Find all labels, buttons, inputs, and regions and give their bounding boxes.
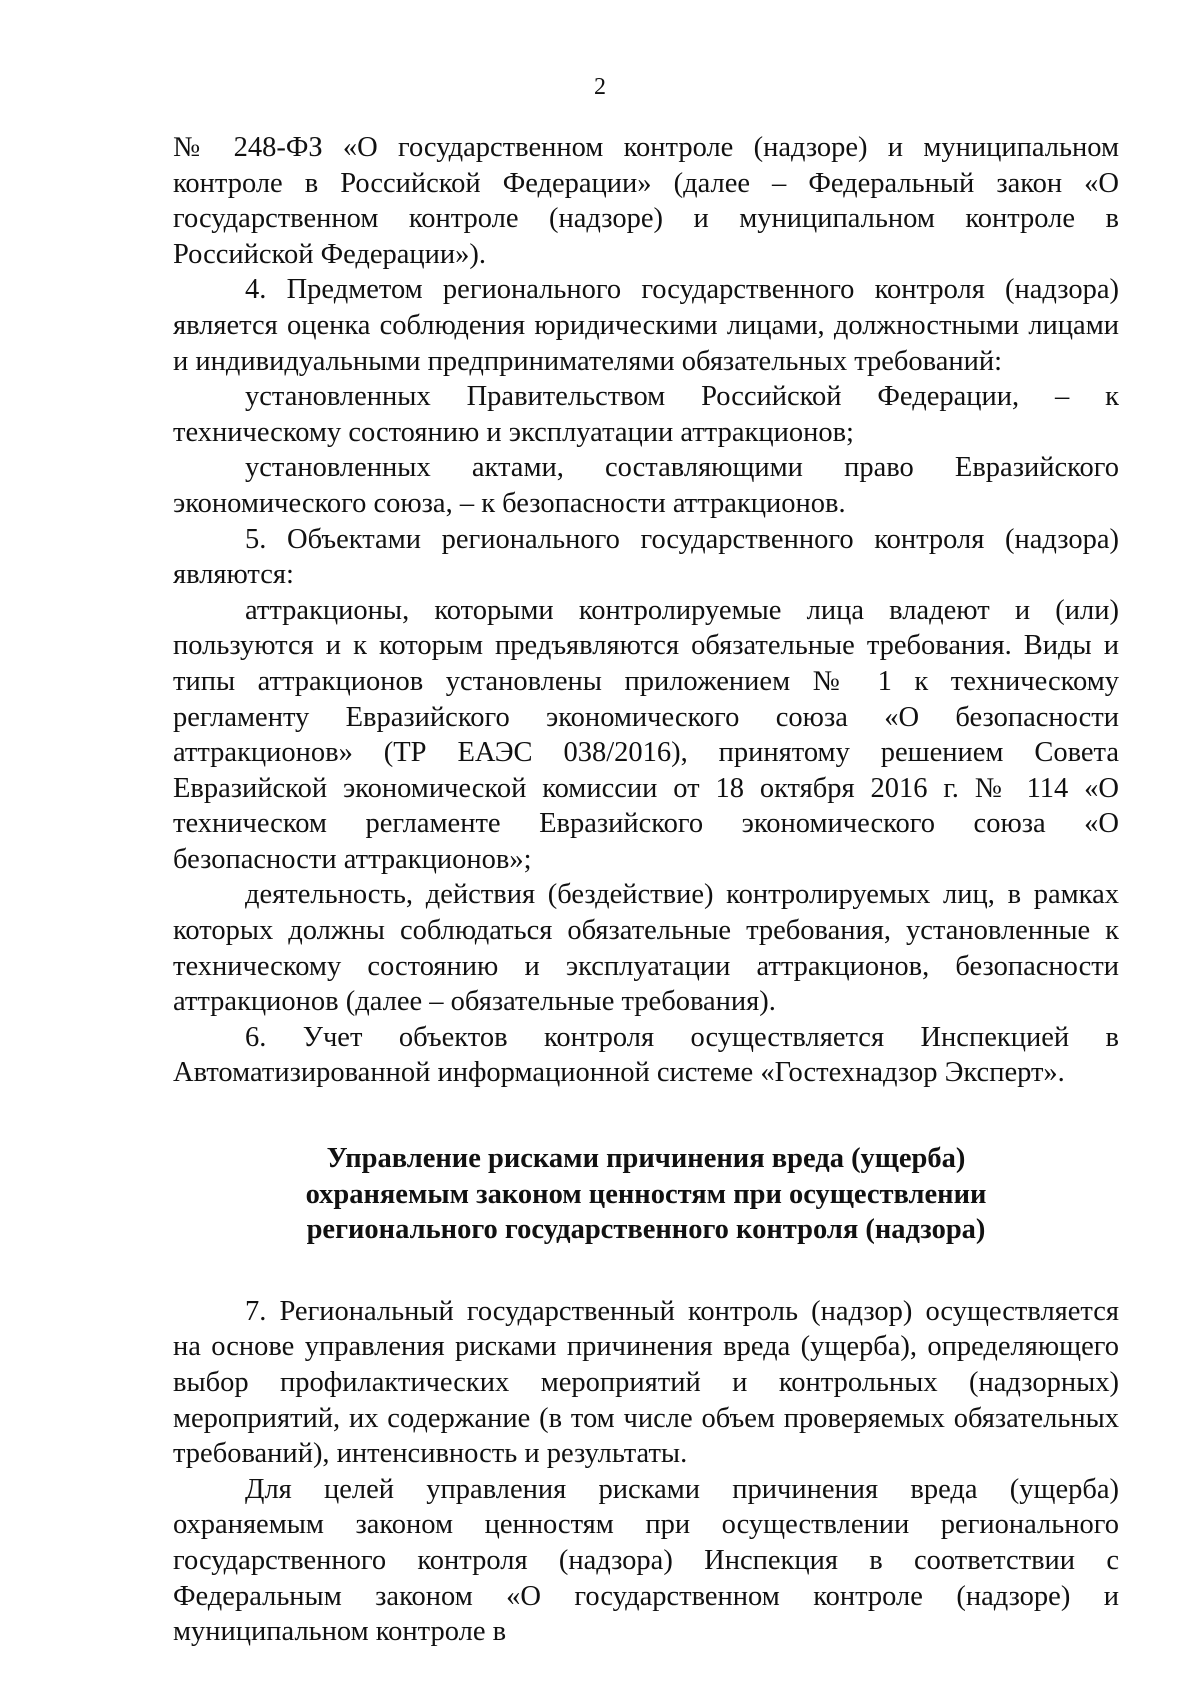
- paragraph-item-5-subitem-2: деятельность, действия (бездействие) контролируемых лиц, в рамках которых должны соблюдаться обязательные требования, установленные к техническому состоянию и эксплуатации аттракционов, безопасности аттракционов (далее – обязательные требования).: [173, 879, 1119, 1018]
- paragraph-item-4-subitem-2: установленных актами, составляющими право Евразийского экономического союза, – к безопасности аттракционов.: [173, 452, 1119, 519]
- paragraph-item-4-subitem-1: установленных Правительством Российской Федерации, – к техническому состоянию и эксплуатации аттракционов;: [173, 381, 1119, 448]
- document-body: [173, 130, 1119, 1650]
- paragraph-item-5-subitem-1: аттракционы, которыми контролируемые лица владеют и (или) пользуются и к которым предъявляются обязательные требования. Виды и типы аттракционов установлены приложением № 1 к техническому регламенту Евразийского экономического союза «О безопасности аттракционов» (ТР ЕАЭС 038/2016), принятому решением Совета Евразийской экономической комиссии от 18 октября 2016 г. № 114 «О техническом регламенте Евразийского экономического союза «О безопасности аттракционов»;: [173, 594, 1119, 875]
- paragraph-law-reference: № 248-ФЗ «О государственном контроле (надзоре) и муниципальном контроле в Российской Федерации» (далее – Федеральный закон «О государственном контроле (надзоре) и муниципальном контроле в Российской Федерации»).: [173, 132, 1119, 270]
- page-number: 2: [594, 74, 606, 100]
- section-heading-line: регионального государственного контроля (надзора): [306, 1214, 986, 1246]
- section-heading-line: Управление рисками причинения вреда (ущерба): [326, 1143, 966, 1175]
- paragraph-item-4: 4. Предметом регионального государственного контроля (надзора) является оценка соблюдения юридическими лицами, должностными лицами и индивидуальными предпринимателями обязательных требований:: [173, 274, 1119, 377]
- section-heading-line: охраняемым законом ценностям при осуществлении: [305, 1178, 987, 1210]
- paragraph-item-7: 7. Региональный государственный контроль (надзор) осуществляется на основе управления рисками причинения вреда (ущерба), определяющего выбор профилактических мероприятий и контрольных (надзорных) мероприятий, их содержание (в том числе объем проверяемых обязательных требований), интенсивность и результаты.: [173, 1295, 1119, 1470]
- paragraph-item-6: 6. Учет объектов контроля осуществляется Инспекцией в Автоматизированной информационной системе «Гостехнадзор Эксперт».: [173, 1021, 1119, 1089]
- paragraph-risk-management: Для целей управления рисками причинения вреда (ущерба) охраняемым законом ценностям при осуществлении регионального государственного контроля (надзора) Инспекция в соответствии с Федеральным законом «О государственном контроле (надзоре) и муниципальном контроле в: [173, 1473, 1119, 1648]
- paragraph-item-5: 5. Объектами регионального государственного контроля (надзора) являются:: [173, 523, 1119, 591]
- section-heading: [173, 1141, 1119, 1248]
